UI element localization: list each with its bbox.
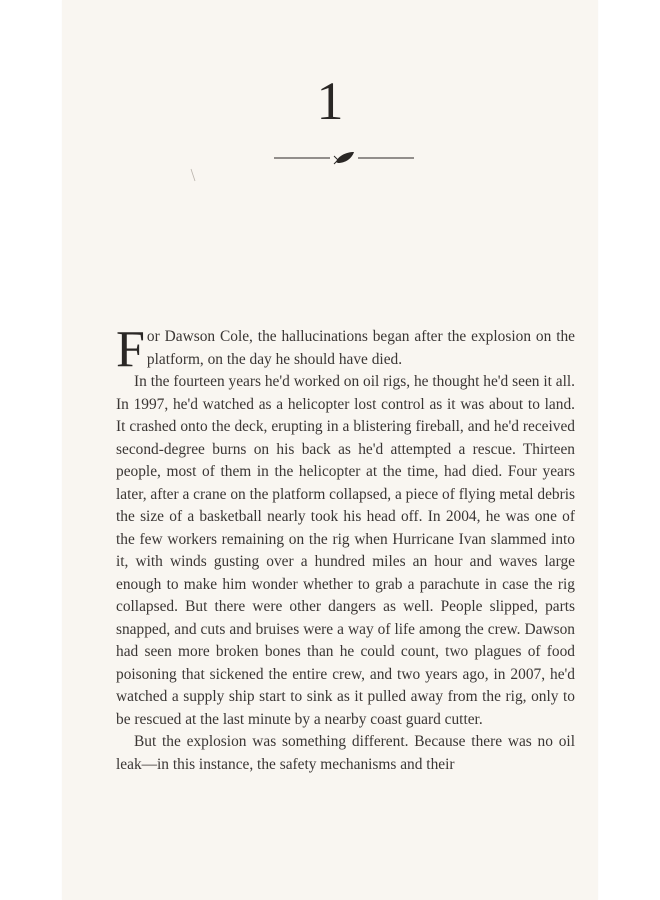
stray-mark [190, 168, 196, 182]
chapter-number: 1 [316, 71, 344, 131]
paragraph-3: But the explosion was something different. Because there was no oil leak—in this instance, the safety mechanisms and their [116, 733, 575, 773]
paragraph-2: In the fourteen years he'd worked on oil rigs, he thought he'd seen it all. In 1997, he'd watched as a helicopter lost control as it was about to land. It crashed onto the deck, erupting in a blistering fireball, and he'd received second-degree burns on his back as he'd attempted a rescue. Thirteen people, most of them in the helicopter at the time, had died. Four years later, after a crane on the platform collapsed, a piece of flying metal debris the size of a basketball nearly took his head off. In 2004, he was one of the few workers remaining on the rig when Hurricane Ivan slammed into it, with winds gusting over a hundred miles an hour and waves large enough to make him wonder whether to grab a parachute in case the rig collapsed. But there were other dangers as well. People slipped, parts snapped, and cuts and bruises were a way of life among the crew. Dawson had seen more broken bones than he could count, two plagues of food poisoning that sickened the entire crew, and two years ago, in 2007, he'd watched a supply ship start to sink as it pulled away from the rig, only to be rescued at the last minute by a nearby coast guard cutter. [116, 373, 575, 728]
drop-cap: F [116, 321, 145, 378]
leaf-ornament-icon [274, 148, 414, 168]
chapter-body [116, 321, 575, 776]
paragraph-1 [116, 321, 575, 378]
book-page [62, 0, 598, 900]
paragraph-1-text: or Dawson Cole, the hallucinations began after the explosion on the platform, on the day he should have died. [146, 328, 575, 368]
